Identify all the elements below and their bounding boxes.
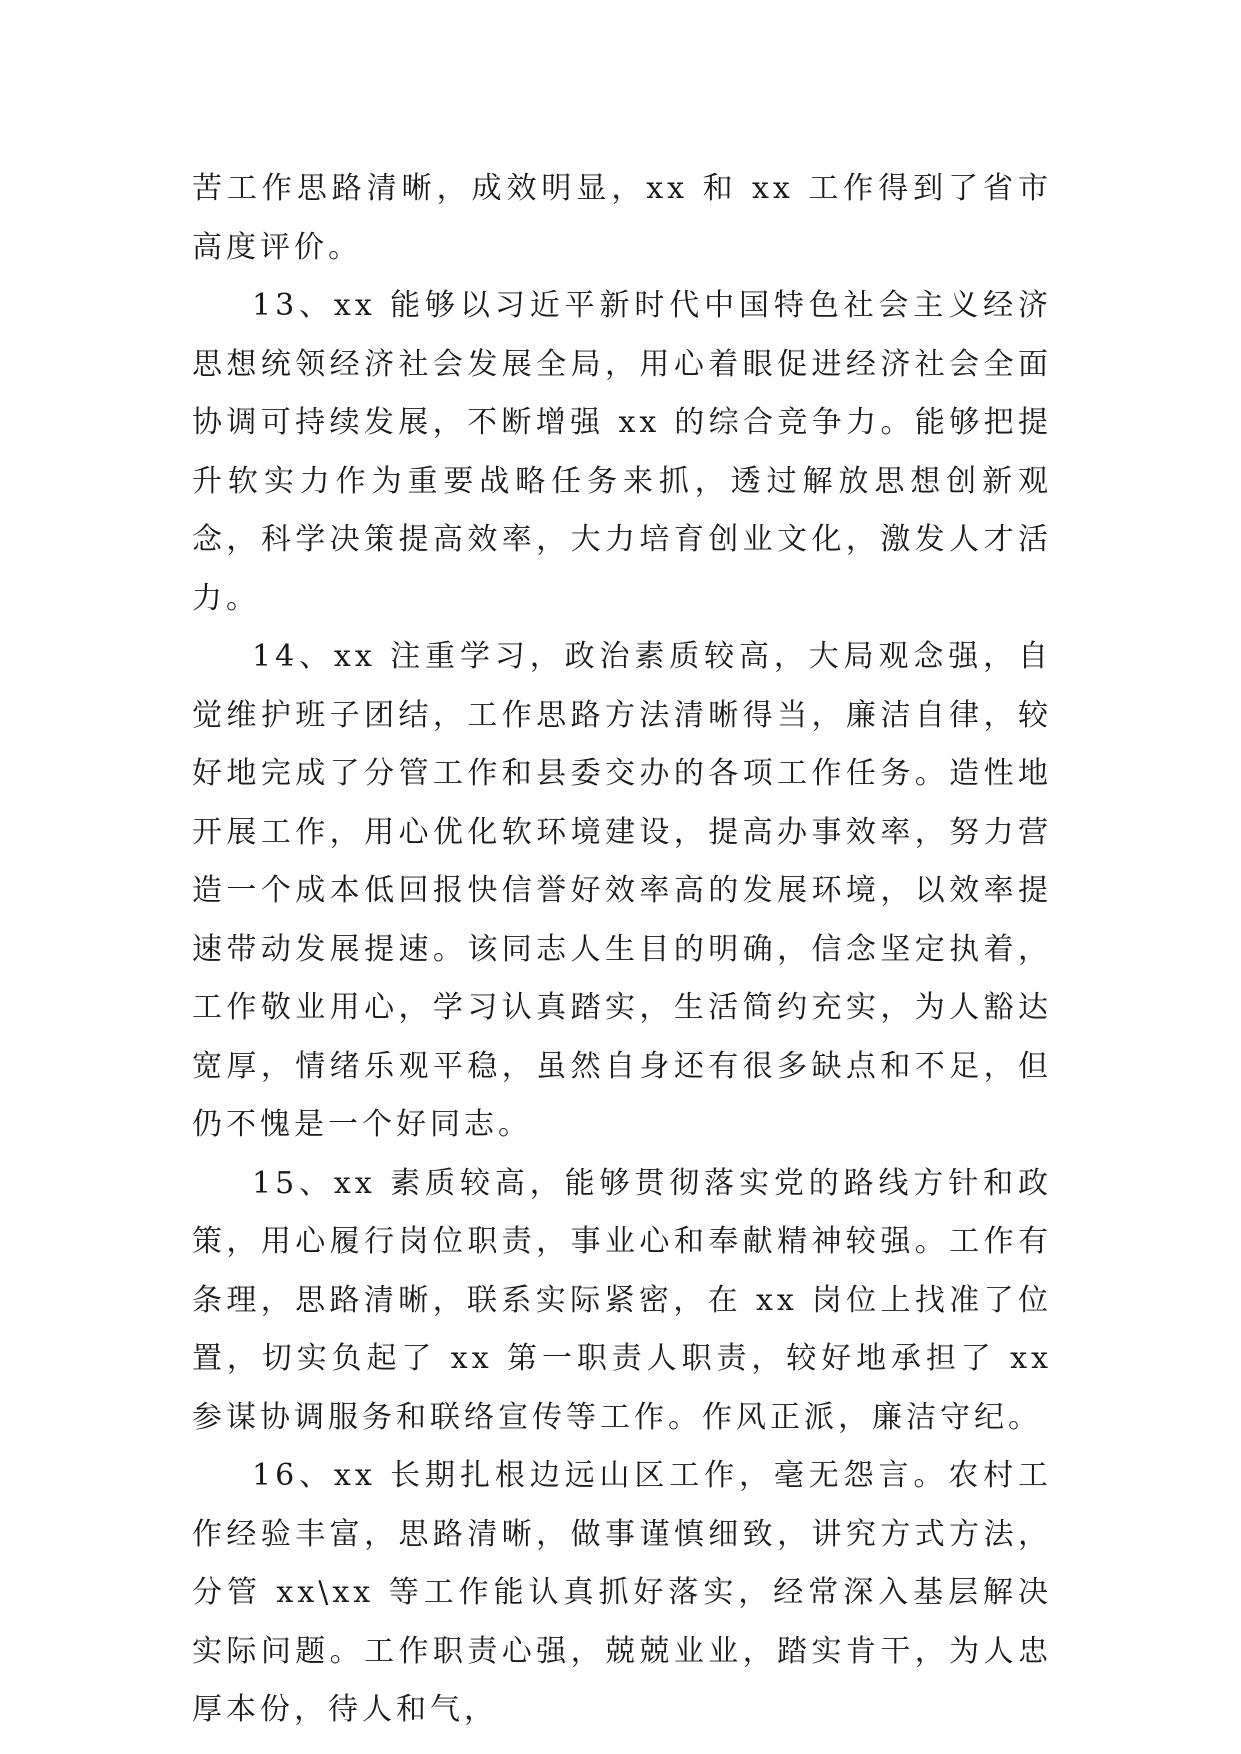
paragraph-13: 13、xx 能够以习近平新时代中国特色社会主义经济思想统领经济社会发展全局，用心着眼促进经济社会全面协调可持续发展，不断增强 xx 的综合竞争力。能够把提升软实力作为重要战略任务来抓，透过解放思想创新观念，科学决策提高效率，大力培育创业文化，激发人才活力。 [192, 288, 1052, 616]
paragraph-15: 15、xx 素质较高，能够贯彻落实党的路线方针和政策，用心履行岗位职责，事业心和奉献精神较强。工作有条理，思路清晰，联系实际紧密，在 xx 岗位上找准了位置，切实负起了 xx 第一职责人职责，较好地承担了 xx 参谋协调服务和联络宣传等工作。作风正派，廉洁守纪。 [192, 1165, 1052, 1435]
paragraph-continued: 苦工作思路清晰，成效明显，xx 和 xx 工作得到了省市高度评价。 [192, 171, 1052, 265]
paragraph-16: 16、xx 长期扎根边远山区工作，毫无怨言。农村工作经验丰富，思路清晰，做事谨慎细致，讲究方式方法，分管 xx\xx 等工作能认真抓好落实，经常深入基层解决实际问题。工作职责心强，兢兢业业，踏实肯干，为人忠厚本份，待人和气， [192, 1458, 1052, 1727]
document-body [192, 160, 1052, 1740]
paragraph-14: 14、xx 注重学习，政治素质较高，大局观念强，自觉维护班子团结，工作思路方法清晰得当，廉洁自律，较好地完成了分管工作和县委交办的各项工作任务。造性地开展工作，用心优化软环境建设，提高办事效率，努力营造一个成本低回报快信誉好效率高的发展环境，以效率提速带动发展提速。该同志人生目的明确，信念坚定执着，工作敬业用心，学习认真踏实，生活简约充实，为人豁达宽厚，情绪乐观平稳，虽然自身还有很多缺点和不足，但仍不愧是一个好同志。 [192, 639, 1052, 1142]
